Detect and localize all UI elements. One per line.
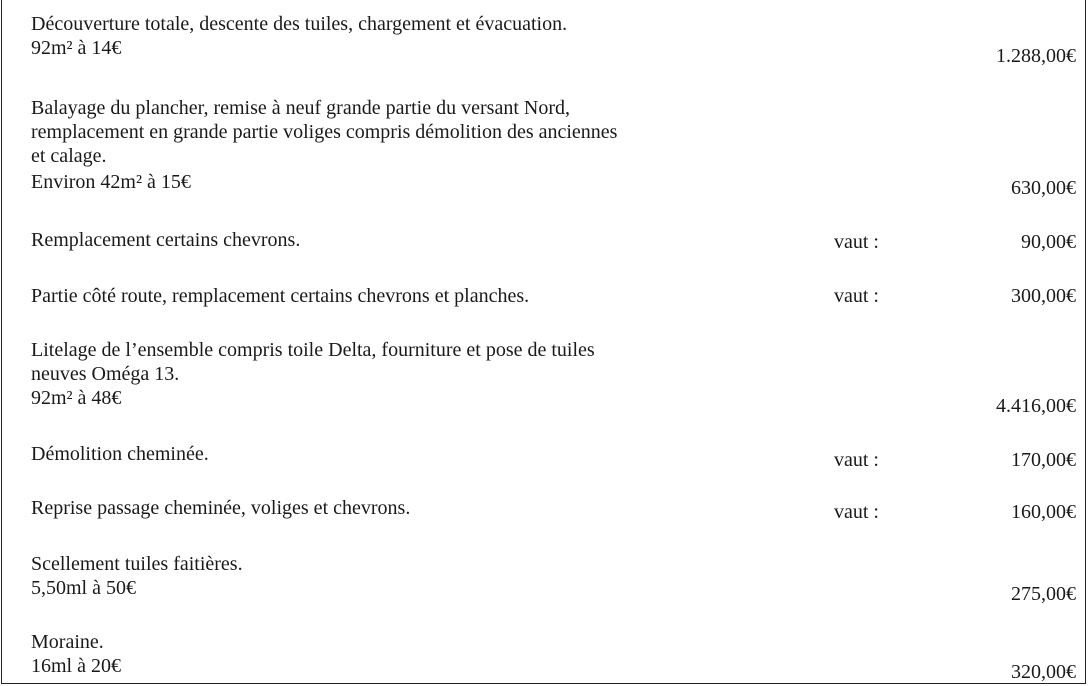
document-frame (1, 0, 1086, 684)
item-amount: 90,00€ (1021, 231, 1076, 253)
item-description-line: Partie côté route, remplacement certains chevrons et planches. (31, 285, 530, 307)
item-description-line: Litelage de l’ensemble compris toile Delta, fourniture et pose de tuiles (31, 339, 595, 361)
item-amount: 4.416,00€ (996, 395, 1076, 417)
item-quantity-line: 92m² à 14€ (31, 37, 122, 59)
item-description-line: Remplacement certains chevrons. (31, 229, 301, 251)
item-amount: 1.288,00€ (996, 45, 1076, 67)
item-quantity-line: 5,50ml à 50€ (31, 577, 136, 599)
item-vaut-label: vaut : (834, 501, 879, 523)
item-description-line: remplacement en grande partie voliges compris démolition des anciennes (31, 121, 618, 143)
item-amount: 300,00€ (1011, 285, 1076, 307)
item-vaut-label: vaut : (834, 449, 879, 471)
item-description-line: Reprise passage cheminée, voliges et chevrons. (31, 497, 411, 519)
item-description-line: Moraine. (31, 631, 104, 653)
item-description-line: Balayage du plancher, remise à neuf grande partie du versant Nord, (31, 97, 570, 119)
item-quantity-line: 16ml à 20€ (31, 655, 121, 677)
item-quantity-line: 92m² à 48€ (31, 387, 122, 409)
item-amount: 160,00€ (1011, 501, 1076, 523)
item-amount: 170,00€ (1011, 449, 1076, 471)
item-description-line: neuves Oméga 13. (31, 363, 180, 385)
item-description-line: Scellement tuiles faitières. (31, 553, 243, 575)
item-vaut-label: vaut : (834, 231, 879, 253)
item-description-line: et calage. (31, 145, 107, 167)
item-vaut-label: vaut : (834, 285, 879, 307)
item-description-line: Découverture totale, descente des tuiles, chargement et évacuation. (31, 13, 568, 35)
item-amount: 275,00€ (1011, 583, 1076, 605)
item-quantity-line: Environ 42m² à 15€ (31, 171, 191, 193)
item-amount: 630,00€ (1011, 177, 1076, 199)
item-description-line: Démolition cheminée. (31, 443, 209, 465)
item-amount: 320,00€ (1011, 661, 1076, 683)
